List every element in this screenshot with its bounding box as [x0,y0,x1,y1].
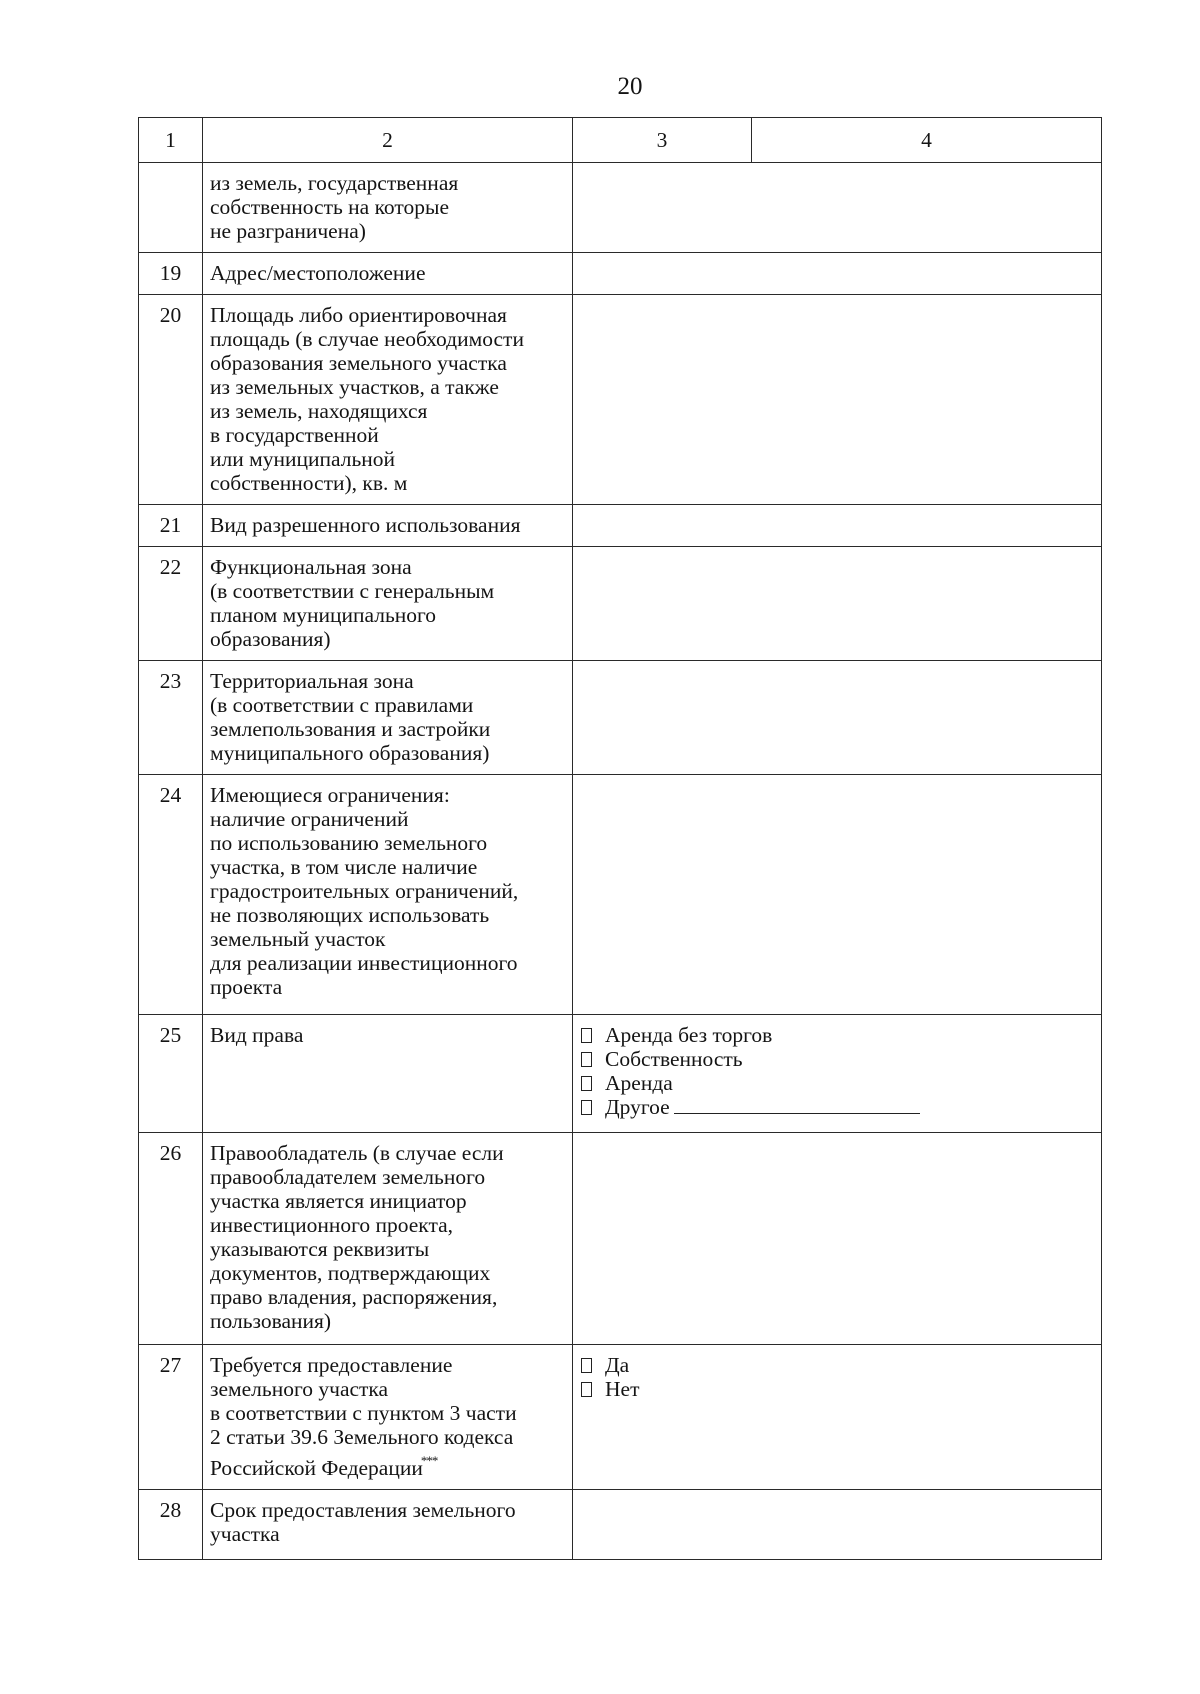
label-text: (в соответствии с генеральным [210,579,495,603]
checkbox[interactable] [581,1028,592,1043]
label-text: пользования) [210,1309,332,1333]
label-line [210,783,564,807]
value-cell[interactable] [573,295,1102,505]
checkbox-label: Нет [605,1377,640,1401]
value-cell[interactable] [573,505,1102,547]
table-row [139,1015,1102,1133]
row-number-cell: 20 [139,295,203,505]
checkbox-option[interactable] [581,1023,1093,1047]
value-cell[interactable] [573,547,1102,661]
label-line [210,1141,564,1165]
label-line [210,1189,564,1213]
table-row [139,1345,1102,1490]
label-line [210,351,564,375]
label-line [210,603,564,627]
row-number-cell: 21 [139,505,203,547]
label-text: участка является инициатор [210,1189,467,1213]
table-row [139,1490,1102,1560]
label-text: для реализации инвестиционного [210,951,518,975]
row-number-cell: 23 [139,661,203,775]
checkbox-label: Да [605,1353,630,1377]
label-text: право владения, распоряжения, [210,1285,498,1309]
label-line [210,1401,564,1425]
label-text: из земельных участков, а также [210,375,499,399]
label-text: не позволяющих использовать [210,903,490,927]
label-text: муниципального образования) [210,741,490,765]
checkbox[interactable] [581,1076,592,1091]
label-line [210,879,564,903]
label-line [210,1023,564,1047]
table-row [139,253,1102,295]
label-text: проекта [210,975,283,999]
label-line [210,951,564,975]
label-line [210,1498,564,1522]
label-line [210,423,564,447]
checkbox-label: Аренда [605,1071,673,1095]
label-text: земельный участок [210,927,386,951]
label-text: 2 статьи 39.6 Земельного кодекса [210,1425,514,1449]
label-line [210,807,564,831]
column-header-4: 4 [752,118,1102,163]
label-line [210,1285,564,1309]
label-text: Российской Федерации [210,1456,423,1480]
label-text: в соответствии с пунктом 3 части [210,1401,517,1425]
value-cell[interactable] [573,1490,1102,1560]
label-text: Вид права [210,1023,304,1047]
label-line [210,1353,564,1377]
label-text: Требуется предоставление [210,1353,453,1377]
label-line [210,513,564,537]
label-text: инвестиционного проекта, [210,1213,454,1237]
label-text: (в соответствии с правилами [210,693,474,717]
checkbox-option[interactable] [581,1377,1093,1401]
row-label-cell [203,295,573,505]
label-text: образования земельного участка [210,351,507,375]
row-number-cell: 28 [139,1490,203,1560]
label-text: Функциональная зона [210,555,412,579]
label-text: Территориальная зона [210,669,414,693]
table-row [139,661,1102,775]
label-text: или муниципальной [210,447,396,471]
row-label-cell [203,661,573,775]
value-cell[interactable] [573,1133,1102,1345]
row-label-cell [203,505,573,547]
checkbox-option[interactable] [581,1095,1093,1119]
checkbox-option[interactable] [581,1353,1093,1377]
label-line [210,717,564,741]
form-table [138,117,1102,1560]
row-label-cell [203,253,573,295]
row-number-cell [139,163,203,253]
label-text: из земель, находящихся [210,399,428,423]
checkbox[interactable] [581,1382,592,1397]
table-header-row [139,118,1102,163]
label-text: собственности), кв. м [210,471,408,495]
label-text: указываются реквизиты [210,1237,430,1261]
label-line [210,1309,564,1333]
label-text: Имеющиеся ограничения: [210,783,450,807]
page-number: 20 [617,73,643,100]
label-line [210,831,564,855]
label-text: землепользования и застройки [210,717,491,741]
label-line [210,447,564,471]
row-number-cell: 19 [139,253,203,295]
label-line [210,927,564,951]
checkbox-option[interactable] [581,1047,1093,1071]
label-line: не разграничена) [210,219,366,243]
row-label-cell [203,163,573,253]
label-line [210,627,564,651]
table-row [139,163,1102,253]
label-line [210,1237,564,1261]
column-header-3: 3 [573,118,752,163]
label-text: образования) [210,627,331,651]
table-row [139,295,1102,505]
checkbox-label: Аренда без торгов [605,1023,773,1047]
row-number-cell: 26 [139,1133,203,1345]
label-text: Вид разрешенного использования [210,513,521,537]
label-line [210,1165,564,1189]
label-text: по использованию земельного [210,831,488,855]
value-cell[interactable] [573,163,1102,253]
label-line [210,471,564,495]
label-text: в государственной [210,423,379,447]
table-row [139,1133,1102,1345]
label-text: документов, подтверждающих [210,1261,491,1285]
label-text: площадь (в случае необходимости [210,327,524,351]
label-text: планом муниципального [210,603,437,627]
table-row [139,505,1102,547]
value-cell [573,1345,1102,1490]
checkbox-label: Собственность [605,1047,743,1071]
value-cell[interactable] [573,661,1102,775]
row-label-cell [203,1345,573,1490]
other-fill-line[interactable] [674,1095,920,1114]
label-line [210,399,564,423]
row-number-cell: 22 [139,547,203,661]
label-line [210,903,564,927]
row-number-cell: 24 [139,775,203,1015]
label-line [210,375,564,399]
checkbox[interactable] [581,1100,592,1115]
label-text: Срок предоставления земельного [210,1498,516,1522]
label-line [210,327,564,351]
label-line [210,975,564,999]
value-cell[interactable] [573,775,1102,1015]
checkbox-label: Другое [605,1095,670,1119]
label-line [210,1377,564,1401]
label-line [210,855,564,879]
row-label-cell [203,547,573,661]
checkbox[interactable] [581,1358,592,1373]
label-text: участка, в том числе наличие [210,855,478,879]
label-line [210,1425,564,1449]
row-number-cell: 27 [139,1345,203,1490]
checkbox-option[interactable] [581,1071,1093,1095]
label-line [210,1213,564,1237]
row-label-cell [203,1133,573,1345]
label-line [210,1449,564,1480]
label-line [210,1522,564,1546]
label-line [210,669,564,693]
label-line [210,1261,564,1285]
row-label-cell [203,1015,573,1133]
label-line [210,741,564,765]
label-text: градостроительных ограничений, [210,879,519,903]
label-line: из земель, государственная [210,171,459,195]
table-row [139,775,1102,1015]
label-text: правообладателем земельного [210,1165,486,1189]
label-text: Правообладатель (в случае если [210,1141,504,1165]
label-line [210,579,564,603]
label-text: Адрес/местоположение [210,261,426,285]
label-line [210,693,564,717]
label-line [210,261,564,285]
footnote-marker: *** [420,1453,438,1468]
label-text: земельного участка [210,1377,389,1401]
checkbox[interactable] [581,1052,592,1067]
label-line [210,303,564,327]
value-cell[interactable] [573,253,1102,295]
row-label-cell [203,1490,573,1560]
label-line: собственность на которые [210,195,449,219]
value-cell [573,1015,1102,1133]
label-text: Площадь либо ориентировочная [210,303,507,327]
label-text: наличие ограничений [210,807,409,831]
column-header-1: 1 [139,118,203,163]
row-number-cell: 25 [139,1015,203,1133]
label-text: участка [210,1522,280,1546]
row-label-cell [203,775,573,1015]
column-header-2: 2 [203,118,573,163]
table-row [139,547,1102,661]
label-line [210,555,564,579]
